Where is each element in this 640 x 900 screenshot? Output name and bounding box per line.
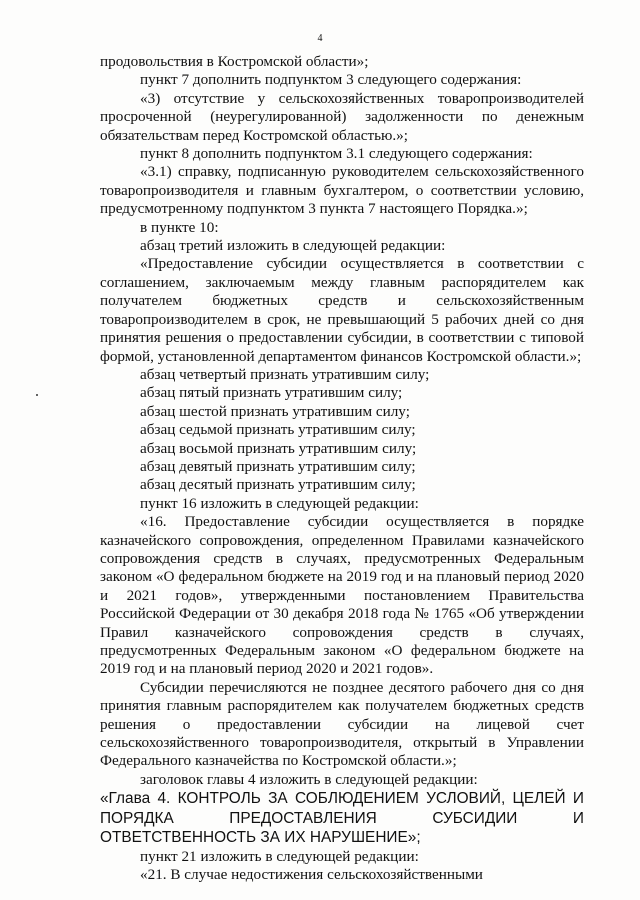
document-body — [100, 53, 584, 885]
page-number: 4 — [317, 33, 323, 44]
paragraph: пункт 16 изложить в следующей редакции: — [140, 494, 419, 512]
paragraph: абзац восьмой признать утратившим силу; — [140, 439, 417, 457]
paragraph: «3) отсутствие у сельскохозяйственных товаропроизводителей просроченной (неурегулированной) задолженности по денежным обязательствам перед Костромской областью.»; — [100, 89, 584, 144]
paragraph: «16. Предоставление субсидии осуществляется в порядке казначейского сопровождения, определенном Правилами казначейского сопровождения средств в случаях, предусмотренных Федеральным законом «О федеральном бюджете на 2019 год и на плановый период 2020 и 2021 годов», утвержденными постановлением Правительства Российской Федерации от 30 декабря 2018 года № 1765 «Об утверждении Правил казначейского сопровождения средств в случаях, предусмотренных Федеральным законом «О федеральном бюджете на 2019 год и на плановый период 2020 и 2021 годов». — [100, 513, 584, 678]
paragraph: Субсидии перечисляются не позднее десятого рабочего дня со дня принятия главным распорядителем как получателем бюджетных средств решения о предоставлении субсидии на лицевой счет сельскохозяйственного товаропроизводителя, открытый в Управлении Федерального казначейства по Костромской области.»; — [100, 678, 584, 770]
paragraph: «Предоставление субсидии осуществляется в соответствии с соглашением, заключаемым между главным распорядителем как получателем бюджетных средств и сельскохозяйственным товаропроизводителем в срок, не превышающий 5 рабочих дней со дня принятия решения о предоставлении субсидии, в соответствии с типовой формой, установленной департаментом финансов Костромской области.»; — [100, 255, 584, 365]
scan-speck — [36, 394, 38, 396]
paragraph: абзац седьмой признать утратившим силу; — [140, 421, 416, 439]
paragraph: абзац десятый признать утратившим силу; — [140, 476, 416, 494]
paragraph: заголовок главы 4 изложить в следующей редакции: — [140, 770, 478, 788]
paragraph: абзац девятый признать утратившим силу; — [140, 457, 416, 475]
paragraph: «3.1) справку, подписанную руководителем сельскохозяйственного товаропроизводителя и главным бухгалтером, о соответствии условию, предусмотренному подпунктом 3 пункта 7 настоящего Порядка.»; — [100, 163, 584, 218]
paragraph: абзац четвертый признать утратившим силу; — [140, 365, 430, 383]
paragraph: «21. В случае недостижения сельскохозяйственными — [140, 866, 483, 884]
paragraph: в пункте 10: — [140, 218, 219, 236]
paragraph: абзац третий изложить в следующей редакции: — [140, 237, 446, 255]
paragraph: абзац шестой признать утратившим силу; — [140, 402, 410, 420]
paragraph: пункт 7 дополнить подпунктом 3 следующего содержания: — [140, 71, 522, 89]
paragraph: пункт 8 дополнить подпунктом 3.1 следующего содержания: — [140, 145, 533, 163]
paragraph: абзац пятый признать утратившим силу; — [140, 384, 403, 402]
chapter-heading: «Глава 4. КОНТРОЛЬ ЗА СОБЛЮДЕНИЕМ УСЛОВИЙ, ЦЕЛЕЙ И ПОРЯДКА ПРЕДОСТАВЛЕНИЯ СУБСИДИИ И ОТВЕТСТВЕННОСТЬ ЗА ИХ НАРУШЕНИЕ»; — [100, 790, 584, 847]
paragraph: продовольствия в Костромской области»; — [100, 53, 369, 70]
paragraph: пункт 21 изложить в следующей редакции: — [140, 848, 419, 866]
